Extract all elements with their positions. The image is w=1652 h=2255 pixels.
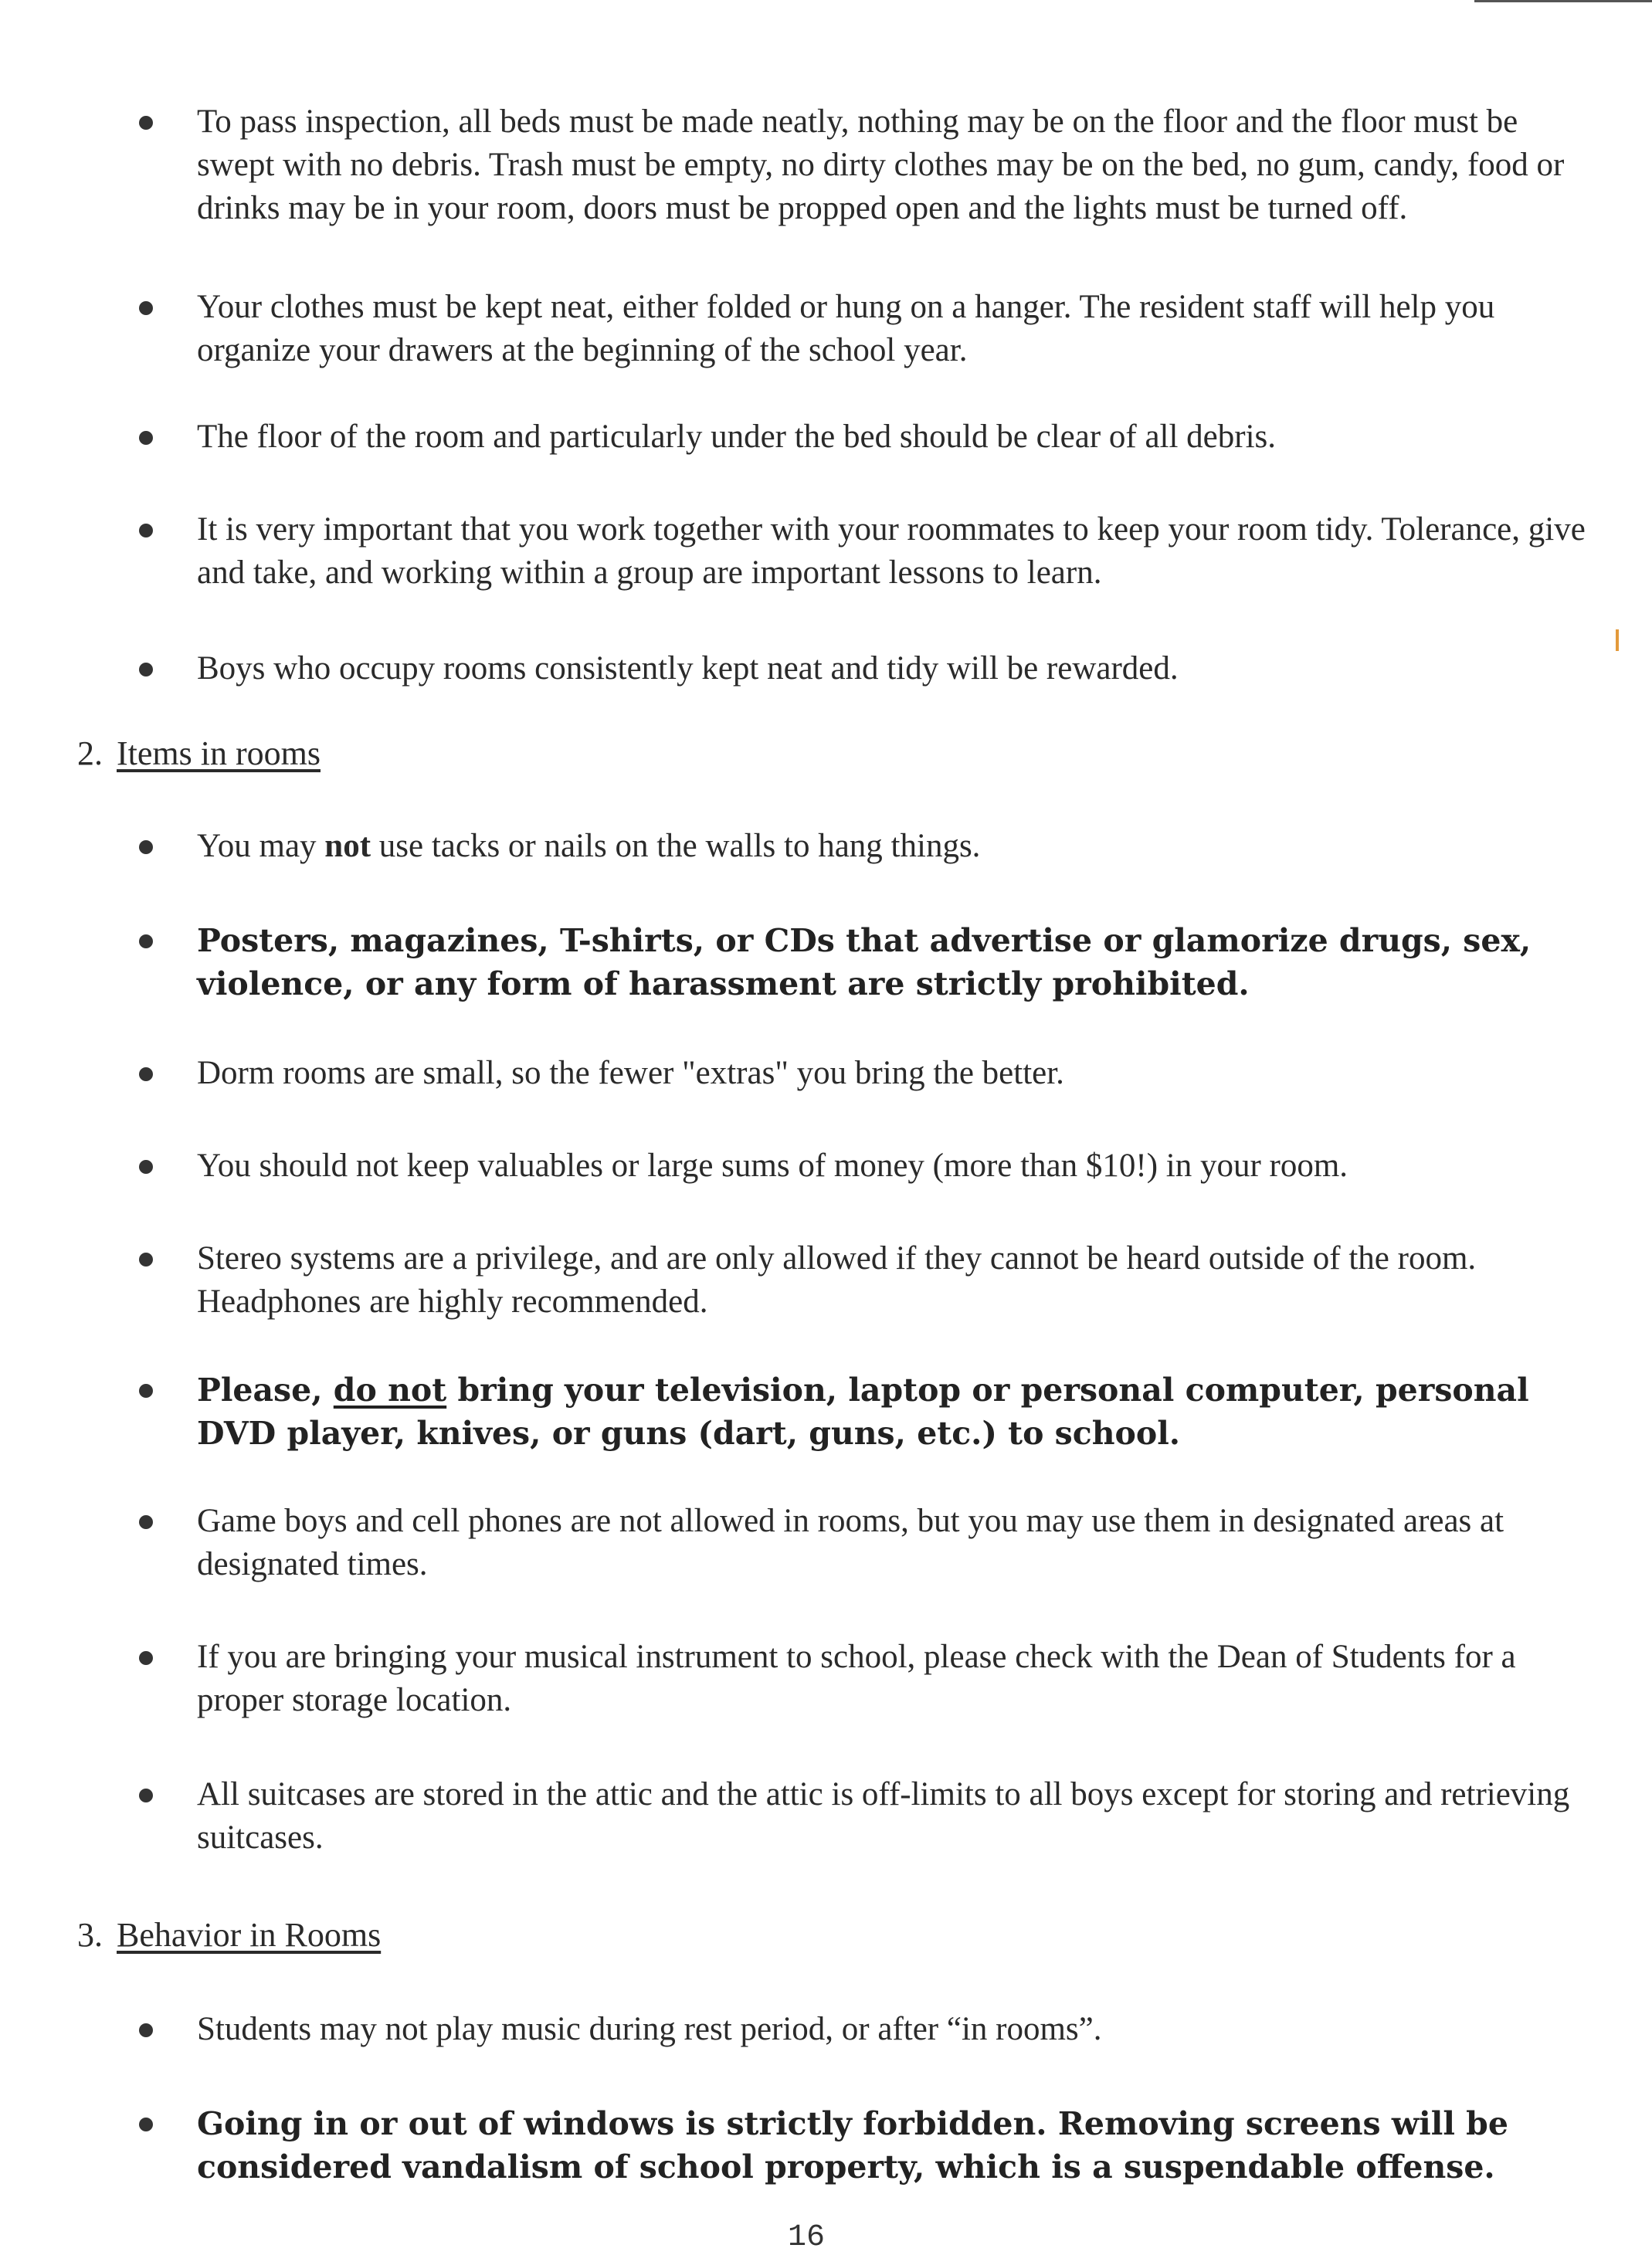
list-item: If you are bringing your musical instrument to school, please check with the Dean of Students for a proper storage location. (197, 1639, 1516, 1718)
list-item: The floor of the room and particularly under the bed should be clear of all debris. (197, 419, 1277, 455)
scan-edge-line (1474, 0, 1652, 2)
bullet-icon (139, 1651, 153, 1665)
section-number: 2. (77, 734, 103, 772)
section-number: 3. (77, 1916, 103, 1954)
list-item-bold: Posters, magazines, T-shirts, or CDs that advertise or glamorize drugs, sex, violence, or any form of harassment are strictly prohibited. (197, 922, 1532, 1002)
scan-mark (1616, 629, 1619, 651)
list-item-bold: Going in or out of windows is strictly forbidden. Removing screens will be considered vandalism of school property, which is a suspendable offense. (197, 2105, 1508, 2185)
section-title: Behavior in Rooms (117, 1916, 382, 1954)
bold-text: not (324, 828, 371, 864)
bullet-icon (139, 301, 153, 315)
underlined-text: do not (333, 1372, 447, 1409)
bullet-icon (139, 1515, 153, 1529)
section-heading-behavior-in-rooms (77, 1914, 381, 1957)
list-item: It is very important that you work together with your roommates to keep your room tidy. Tolerance, give and take, and working within a group are important lessons to learn. (197, 511, 1586, 591)
bullet-icon (139, 1160, 153, 1174)
list-item: Boys who occupy rooms consistently kept neat and tidy will be rewarded. (197, 650, 1179, 687)
bullet-icon (139, 1384, 153, 1398)
bullet-icon (139, 1253, 153, 1267)
list-item: To pass inspection, all beds must be made neatly, nothing may be on the floor and the floor must be swept with no debris. Trash must be empty, no dirty clothes may be on the bed, no gum, candy, food or drinks may be in your room, doors must be propped open and the lights must be turned off. (197, 103, 1565, 226)
page-number: 16 (788, 2220, 826, 2255)
text-run: You may (197, 828, 325, 864)
list-item: Dorm rooms are small, so the fewer "extras" you bring the better. (197, 1055, 1064, 1091)
list-item: Students may not play music during rest period, or after “in rooms”. (197, 2011, 1102, 2047)
list-item: Game boys and cell phones are not allowed in rooms, but you may use them in designated areas at designated times. (197, 1503, 1504, 1582)
list-item-bold (197, 1368, 1587, 1455)
list-item (197, 825, 1587, 868)
bullet-icon (139, 2023, 153, 2037)
list-item: You should not keep valuables or large sums of money (more than $10!) in your room. (197, 1148, 1348, 1184)
bullet-icon (139, 663, 153, 676)
bullet-icon (139, 116, 153, 130)
bullet-icon (139, 934, 153, 948)
section-heading-items-in-rooms (77, 732, 321, 775)
bullet-icon (139, 1789, 153, 1802)
list-item: Stereo systems are a privilege, and are only allowed if they cannot be heard outside of the room. Headphones are highly recommended. (197, 1240, 1477, 1320)
text-run: bring your television, laptop or personal computer, personal DVD player, knives, or guns (dart, guns, etc.) to school. (197, 1372, 1529, 1452)
bullet-icon (139, 2118, 153, 2131)
bullet-icon (139, 431, 153, 445)
text-run: use tacks or nails on the walls to hang things. (371, 828, 981, 864)
bullet-icon (139, 524, 153, 537)
section-title: Items in rooms (117, 734, 321, 772)
list-item: Your clothes must be kept neat, either folded or hung on a hanger. The resident staff will help you organize your drawers at the beginning of the school year. (197, 289, 1495, 368)
bullet-icon (139, 840, 153, 854)
bullet-icon (139, 1067, 153, 1081)
list-item: All suitcases are stored in the attic and the attic is off-limits to all boys except for storing and retrieving suitcases. (197, 1776, 1570, 1856)
text-run: Please, (197, 1372, 334, 1409)
